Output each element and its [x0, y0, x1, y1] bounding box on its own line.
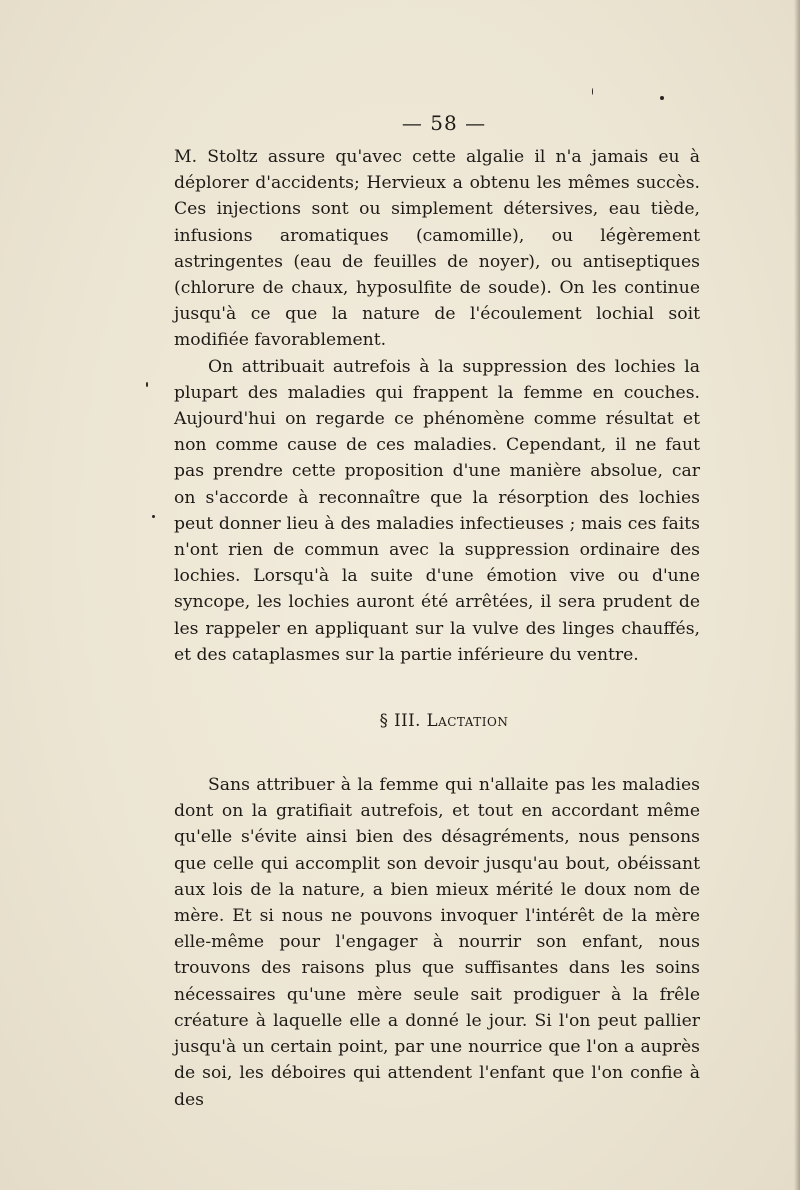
- ink-speck: [660, 96, 664, 100]
- section-heading-lactation: § III. Lactation: [379, 711, 509, 731]
- paragraph-lochies-suppression: On attribuait autrefois à la suppression des lochies la plupart des maladies qui frappent la femme en couches. Aujourd'hui on regarde ce phénomène comme résultat et non comme cause de ces maladies. Cependant, il ne faut pas prendre cette proposition d'une manière absolue, car on s'accorde à reconnaître que la résorption des lochies peut donner lieu à des maladies infectieuses ; mais ces faits n'ont rien de commun avec la suppression ordinaire des lochies. Lorsqu'à la suite d'une émotion vive ou d'une syncope, les lochies auront été arrêtées, il sera prudent de les rappeler en appliquant sur la vulve des linges chauffés, et des cataplasmes sur la partie inférieure du ventre.: [174, 356, 700, 665]
- paragraph-lactation: Sans attribuer à la femme qui n'allaite pas les maladies dont on la gratifiait autrefois, et tout en accordant même qu'elle s'évite ainsi bien des désagréments, nous pensons que celle qui accomplit son devoir jusqu'au bout, obéissant aux lois de la nature, a bien mieux mérité le doux nom de mère. Et si nous ne pouvons invoquer l'intérêt de la mère elle-même pour l'engager à nourrir son enfant, nous trouvons des raisons plus que suffisantes dans les soins nécessaires qu'une mère seule sait prodiguer à la frêle créature à laquelle elle a donné le jour. Si l'on peut pallier jusqu'à un certain point, par une nourrice que l'on a auprès de soi, les déboires qui attendent l'enfant que l'on confie à des: [174, 775, 700, 1110]
- ink-speck: [146, 382, 148, 387]
- ink-speck: [592, 88, 593, 95]
- page-edge-shadow: [794, 0, 800, 1190]
- ink-speck: [152, 515, 155, 518]
- paragraph-stoltz-injections: M. Stoltz assure qu'avec cette algalie il n'a jamais eu à déplorer d'accidents; Hervieux a obtenu les mêmes succès. Ces injections sont ou simplement détersives, eau tiède, infusions aromatiques (camomille), ou légèrement astringentes (eau de feuilles de noyer), ou antiseptiques (chlorure de chaux, hyposulfite de soude). On les continue jusqu'à ce que la nature de l'écoulement lochial soit modifiée favorablement.: [174, 147, 700, 351]
- page-number: — 58 —: [401, 111, 487, 135]
- page-text: [174, 108, 700, 1113]
